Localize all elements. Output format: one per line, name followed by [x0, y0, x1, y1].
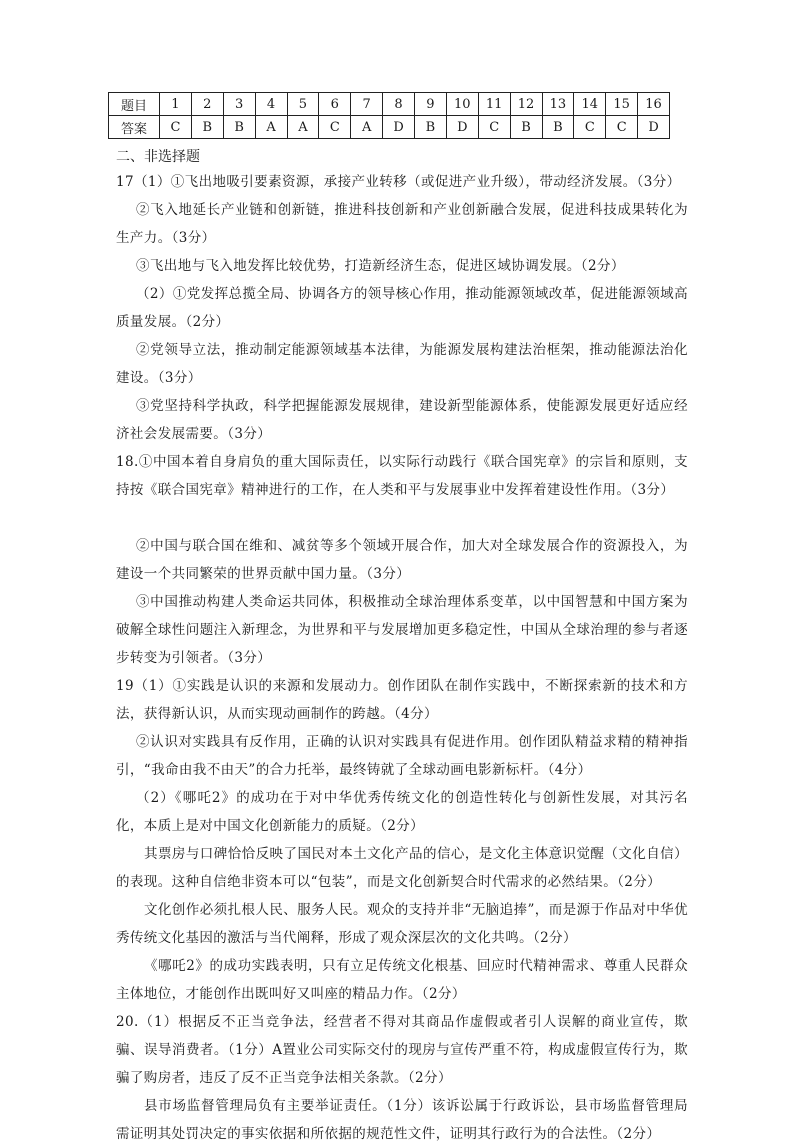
answer-18-3: ③中国推动构建人类命运共同体，积极推动全球治理体系变革，以中国智慧和中国方案为破解全球性问题注入新理念，为世界和平与发展增加更多稳定性，中国从全球治理的参与者逐步转变为引领者。（3分）: [116, 594, 688, 666]
answer-17-1-3: ③飞出地与飞入地发挥比较优势，打造新经济生态，促进区域协调发展。（2分）: [136, 258, 625, 274]
answer-cell: D: [446, 116, 478, 139]
answer-18-2: ②中国与联合国在维和、减贫等多个领域开展合作，加大对全球发展合作的资源投入，为建设一个共同繁荣的世界贡献中国力量。（3分）: [116, 538, 688, 582]
row-label-question: 题目: [109, 93, 160, 116]
answer-cell: C: [606, 116, 638, 139]
question-number-row: [109, 93, 670, 116]
answer-20-burden-of-proof: 县市场监督管理局负有主要举证责任。（1分）该诉讼属于行政诉讼，县市场监督管理局需证明其处罚决定的事实依据和所依据的规范性文件，证明其行政行为的合法性。（2分）: [116, 1098, 688, 1142]
question-number: 9: [415, 93, 447, 116]
answer-cell: B: [223, 116, 255, 139]
question-number: 16: [638, 93, 670, 116]
answer-cell: C: [574, 116, 606, 139]
answer-cell: C: [160, 116, 192, 139]
answer-table: [108, 92, 670, 139]
answer-cell: A: [351, 116, 383, 139]
question-number: 1: [160, 93, 192, 116]
answer-cell: A: [287, 116, 319, 139]
question-number: 15: [606, 93, 638, 116]
answer-20-1: 20.（1）根据反不正当竞争法，经营者不得对其商品作虚假或者引人误解的商业宣传，欺骗、误导消费者。（1分）A置业公司实际交付的现房与宣传严重不符，构成虚假宣传行为，欺骗了购房者，违反了反不正当竞争法相关条款。（2分）: [116, 1014, 688, 1086]
answer-19-1-1: 19（1）①实践是认识的来源和发展动力。创作团队在制作实践中，不断探索新的技术和方法，获得新认识，从而实现动画制作的跨越。（4分）: [116, 678, 688, 722]
question-number: 10: [446, 93, 478, 116]
answer-17-2-3: ③党坚持科学执政，科学把握能源发展规律，建设新型能源体系，使能源发展更好适应经济社会发展需要。（3分）: [116, 398, 688, 442]
answer-19-1-2: ②认识对实践具有反作用，正确的认识对实践具有促进作用。创作团队精益求精的精神指引，“我命由我不由天”的合力托举，最终铸就了全球动画电影新标杆。（4分）: [116, 734, 688, 778]
answer-17-2-1: （2）①党发挥总揽全局、协调各方的领导核心作用，推动能源领域改革，促进能源领域高质量发展。（2分）: [116, 286, 688, 330]
answer-cell: B: [510, 116, 542, 139]
question-number: 5: [287, 93, 319, 116]
answer-17-2-2: ②党领导立法，推动制定能源领域基本法律，为能源发展构建法治框架，推动能源法治化建设。（3分）: [116, 342, 688, 386]
question-number: 8: [383, 93, 415, 116]
question-number: 11: [478, 93, 510, 116]
answer-cell: C: [319, 116, 351, 139]
question-number: 2: [191, 93, 223, 116]
answer-19-2: （2）《哪吒2》的成功在于对中华优秀传统文化的创造性转化与创新性发展，对其污名化，本质上是对中国文化创新能力的质疑。（2分）: [116, 790, 688, 834]
answer-row: [109, 116, 670, 139]
answer-cell: B: [191, 116, 223, 139]
answer-cell: D: [383, 116, 415, 139]
question-number: 3: [223, 93, 255, 116]
answer-cell: B: [542, 116, 574, 139]
answer-19-2-confidence: 其票房与口碑恰恰反映了国民对本土文化产品的信心，是文化主体意识觉醒（文化自信）的表现。这种自信绝非资本可以“包装”，而是文化创新契合时代需求的必然结果。（2分）: [116, 846, 688, 890]
section-title: 二、非选择题: [116, 149, 200, 165]
answer-17-1-1: 17（1）①飞出地吸引要素资源，承接产业转移（或促进产业升级），带动经济发展。（3分）: [116, 174, 681, 190]
question-number: 13: [542, 93, 574, 116]
question-number: 12: [510, 93, 542, 116]
row-label-answer: 答案: [109, 116, 160, 139]
answer-cell: D: [638, 116, 670, 139]
answer-19-2-conclusion: 《哪吒2》的成功实践表明，只有立足传统文化根基、回应时代精神需求、尊重人民群众主体地位，才能创作出既叫好又叫座的精品力作。（2分）: [116, 958, 688, 1002]
question-number: 7: [351, 93, 383, 116]
answer-19-2-people: 文化创作必须扎根人民、服务人民。观众的支持并非“无脑追捧”，而是源于作品对中华优秀传统文化基因的激活与当代阐释，形成了观众深层次的文化共鸣。（2分）: [116, 902, 688, 946]
answer-17-1-2: ②飞入地延长产业链和创新链，推进科技创新和产业创新融合发展，促进科技成果转化为生产力。（3分）: [116, 202, 688, 246]
answer-cell: B: [415, 116, 447, 139]
question-number: 14: [574, 93, 606, 116]
answer-cell: C: [478, 116, 510, 139]
question-number: 6: [319, 93, 351, 116]
answer-18-1: 18.①中国本着自身肩负的重大国际责任，以实际行动践行《联合国宪章》的宗旨和原则，支持按《联合国宪章》精神进行的工作，在人类和平与发展事业中发挥着建设性作用。（3分）: [116, 454, 688, 498]
question-number: 4: [255, 93, 287, 116]
answer-cell: A: [255, 116, 287, 139]
